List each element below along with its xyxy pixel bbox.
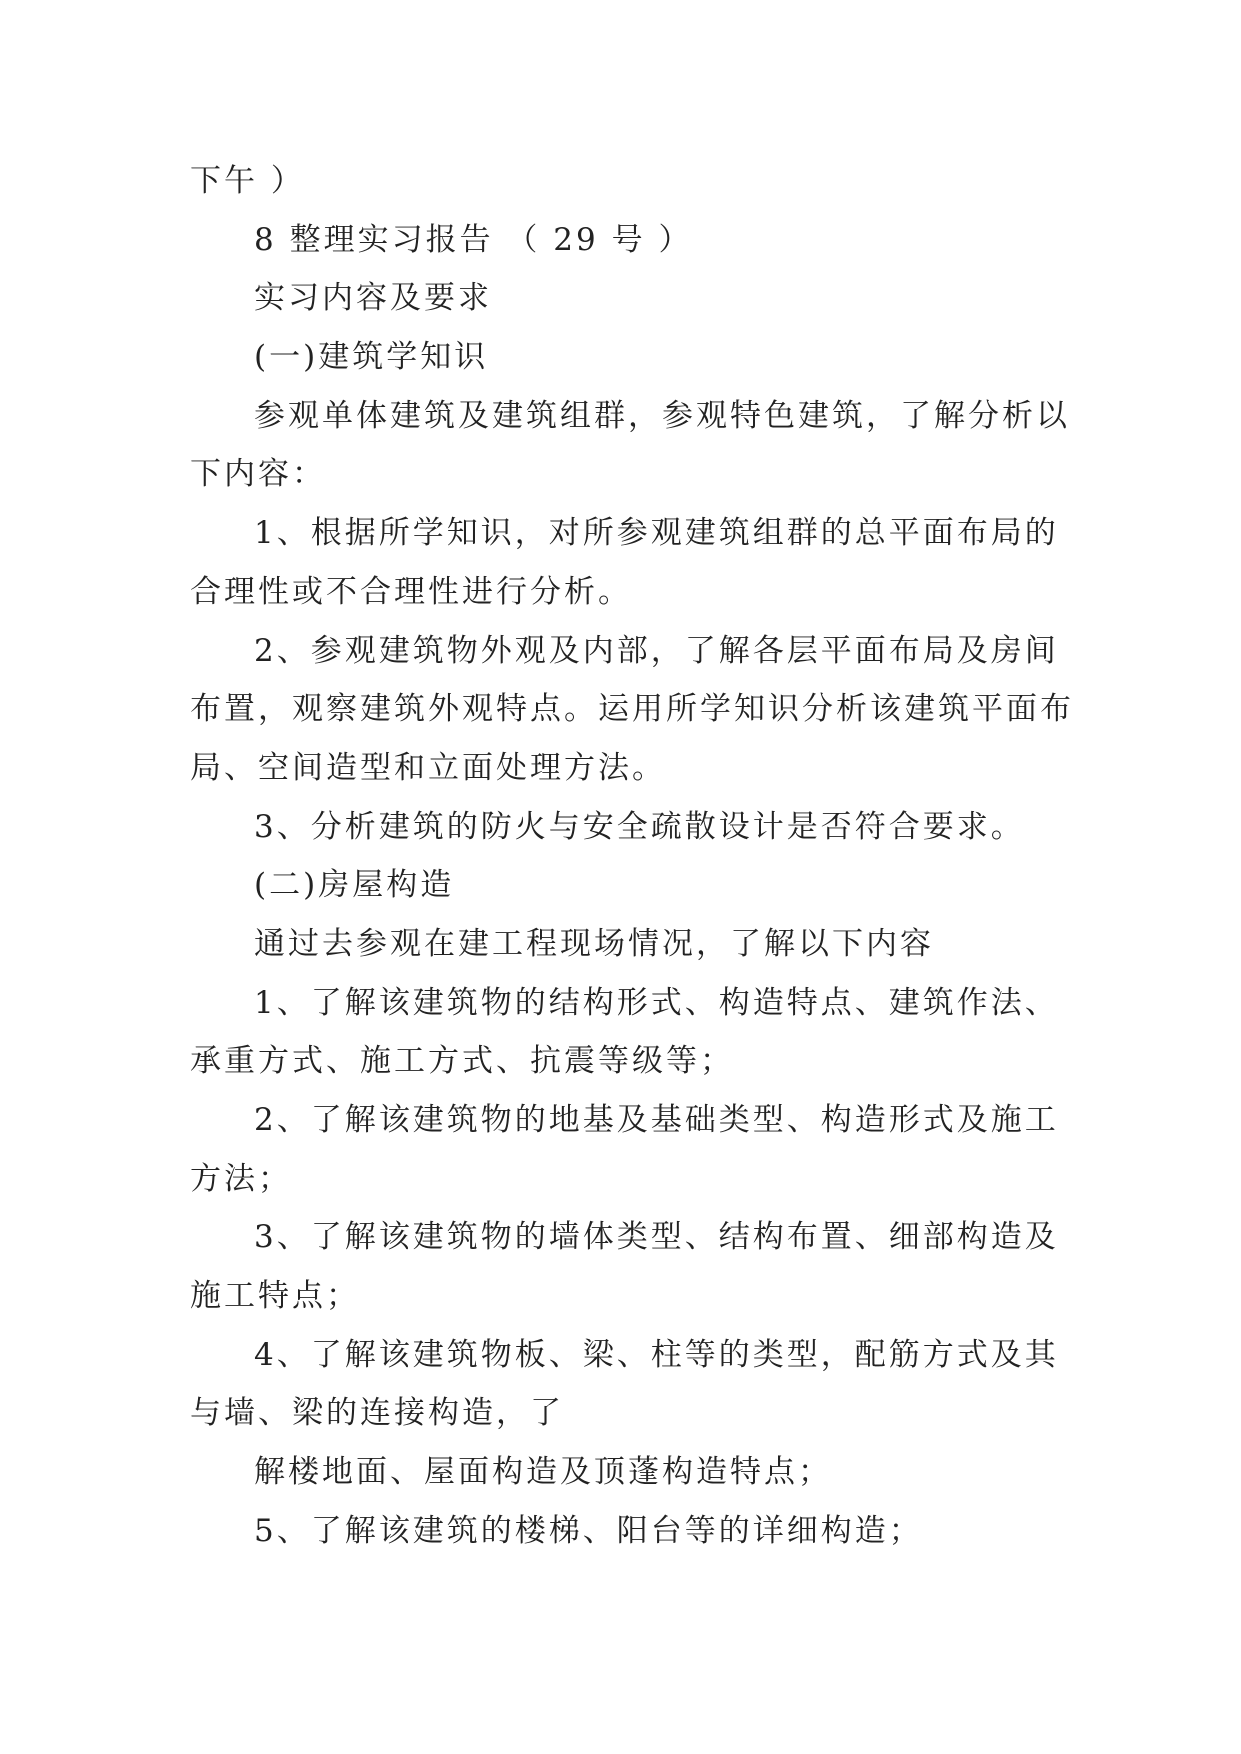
subsection-heading: (二)房屋构造 [254,867,455,904]
text-line: 承重方式、施工方式、抗震等级等； [190,1043,734,1080]
list-item: 1、根据所学知识，对所参观建筑组群的总平面布局的 [254,515,1059,552]
list-item: 3、了解该建筑物的墙体类型、结构布置、细部构造及 [254,1219,1059,1256]
list-item: 5、了解该建筑的楼梯、阳台等的详细构造； [254,1512,923,1549]
list-item: 2、参观建筑物外观及内部，了解各层平面布局及房间 [254,632,1059,669]
text-line: 8 整理实习报告 （ 29 号 ） [254,221,693,258]
text-line: 施工特点； [190,1278,360,1315]
list-item: 1、了解该建筑物的结构形式、构造特点、建筑作法、 [254,984,1059,1021]
text-line: 合理性或不合理性进行分析。 [190,573,632,610]
text-line: 下内容： [190,456,326,493]
text-line: 通过去参观在建工程现场情况，了解以下内容 [254,925,934,962]
document-body [190,152,1074,1561]
list-item: 2、了解该建筑物的地基及基础类型、构造形式及施工 [254,1102,1059,1138]
list-item: 3、分析建筑的防火与安全疏散设计是否符合要求。 [254,808,1025,845]
text-line: 局、空间造型和立面处理方法。 [190,749,666,786]
section-heading: 实习内容及要求 [254,280,492,317]
text-line: 参观单体建筑及建筑组群，参观特色建筑，了解分析以 [254,397,1070,434]
text-line: 解楼地面、屋面构造及顶蓬构造特点； [254,1454,832,1491]
text-line: 方法； [190,1160,292,1197]
text-line: 布置，观察建筑外观特点。运用所学知识分析该建筑平面布 [190,691,1074,728]
text-line: 下午 ） [190,163,305,199]
subsection-heading: (一)建筑学知识 [254,339,489,376]
text-line: 与墙、梁的连接构造，了 [190,1395,564,1432]
list-item: 4、了解该建筑物板、梁、柱等的类型，配筋方式及其 [254,1336,1059,1373]
